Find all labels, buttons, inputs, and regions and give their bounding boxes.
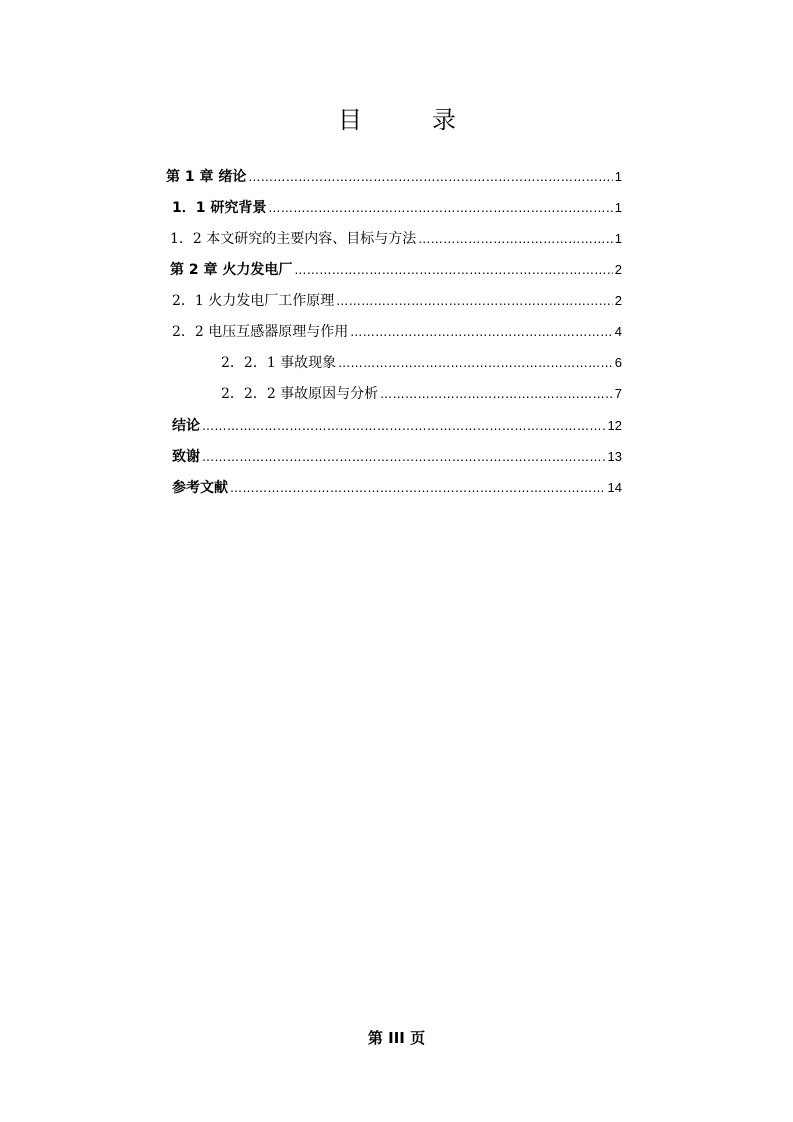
- toc-title-char-2: 录: [432, 106, 456, 134]
- toc-entry-page: 1: [614, 231, 622, 246]
- toc-entry-2-2-2[interactable]: [221, 383, 622, 405]
- dot-leader: [230, 477, 606, 499]
- toc-entry-page: 1: [614, 169, 622, 184]
- toc-entry-2-2-1[interactable]: [221, 352, 622, 374]
- toc-entry-label: 第 1 章 绪论: [166, 169, 247, 185]
- toc-entry-label: 1．2 本文研究的主要内容、目标与方法: [170, 231, 417, 247]
- toc-entry-label: 2．1 火力发电厂工作原理: [172, 293, 335, 309]
- toc-entry-label: 结论: [172, 418, 200, 434]
- toc-entry-label: 第 2 章 火力发电厂: [170, 262, 293, 278]
- toc-entry-page: 6: [614, 355, 622, 370]
- toc-title-char-1: 目: [338, 106, 362, 134]
- toc-entry-label: 致谢: [172, 449, 200, 465]
- toc-entry-page: 14: [607, 480, 622, 495]
- toc-title: [0, 104, 793, 136]
- dot-leader: [294, 259, 612, 281]
- toc-entry-references[interactable]: [172, 477, 622, 499]
- dot-leader: [336, 290, 613, 312]
- dot-leader: [380, 383, 613, 405]
- toc-entry-2-1[interactable]: [172, 290, 622, 312]
- toc-entry-page: 1: [614, 200, 622, 215]
- toc-entry-page: 4: [614, 324, 622, 339]
- page-number-footer: 第 III 页: [367, 1029, 426, 1047]
- dot-leader: [268, 197, 612, 219]
- toc-entry-chapter-2[interactable]: [170, 259, 622, 281]
- dot-leader: [202, 415, 606, 437]
- toc-entry-label: 2．2 电压互感器原理与作用: [172, 324, 349, 340]
- toc-entry-1-2[interactable]: [170, 228, 622, 250]
- toc-entry-page: 2: [614, 262, 622, 277]
- toc-entry-page: 13: [607, 449, 622, 464]
- toc-entry-conclusion[interactable]: [172, 415, 622, 437]
- toc-entry-chapter-1[interactable]: [166, 166, 622, 188]
- dot-leader: [338, 352, 613, 374]
- dot-leader: [248, 166, 612, 188]
- toc-entry-label: 2．2．2 事故原因与分析: [221, 386, 379, 402]
- toc-entry-1-1[interactable]: [172, 197, 622, 219]
- toc-entry-page: 7: [614, 386, 622, 401]
- toc-entry-label: 2．2．1 事故现象: [221, 355, 337, 371]
- dot-leader: [202, 446, 606, 468]
- toc-entry-label: 1．1 研究背景: [172, 200, 267, 216]
- toc-entry-page: 2: [614, 293, 622, 308]
- dot-leader: [418, 228, 613, 250]
- toc-entry-page: 12: [607, 418, 622, 433]
- dot-leader: [350, 321, 613, 343]
- toc-entry-2-2[interactable]: [172, 321, 622, 343]
- toc-entry-acknowledgements[interactable]: [172, 446, 622, 468]
- toc-entry-label: 参考文献: [172, 480, 228, 496]
